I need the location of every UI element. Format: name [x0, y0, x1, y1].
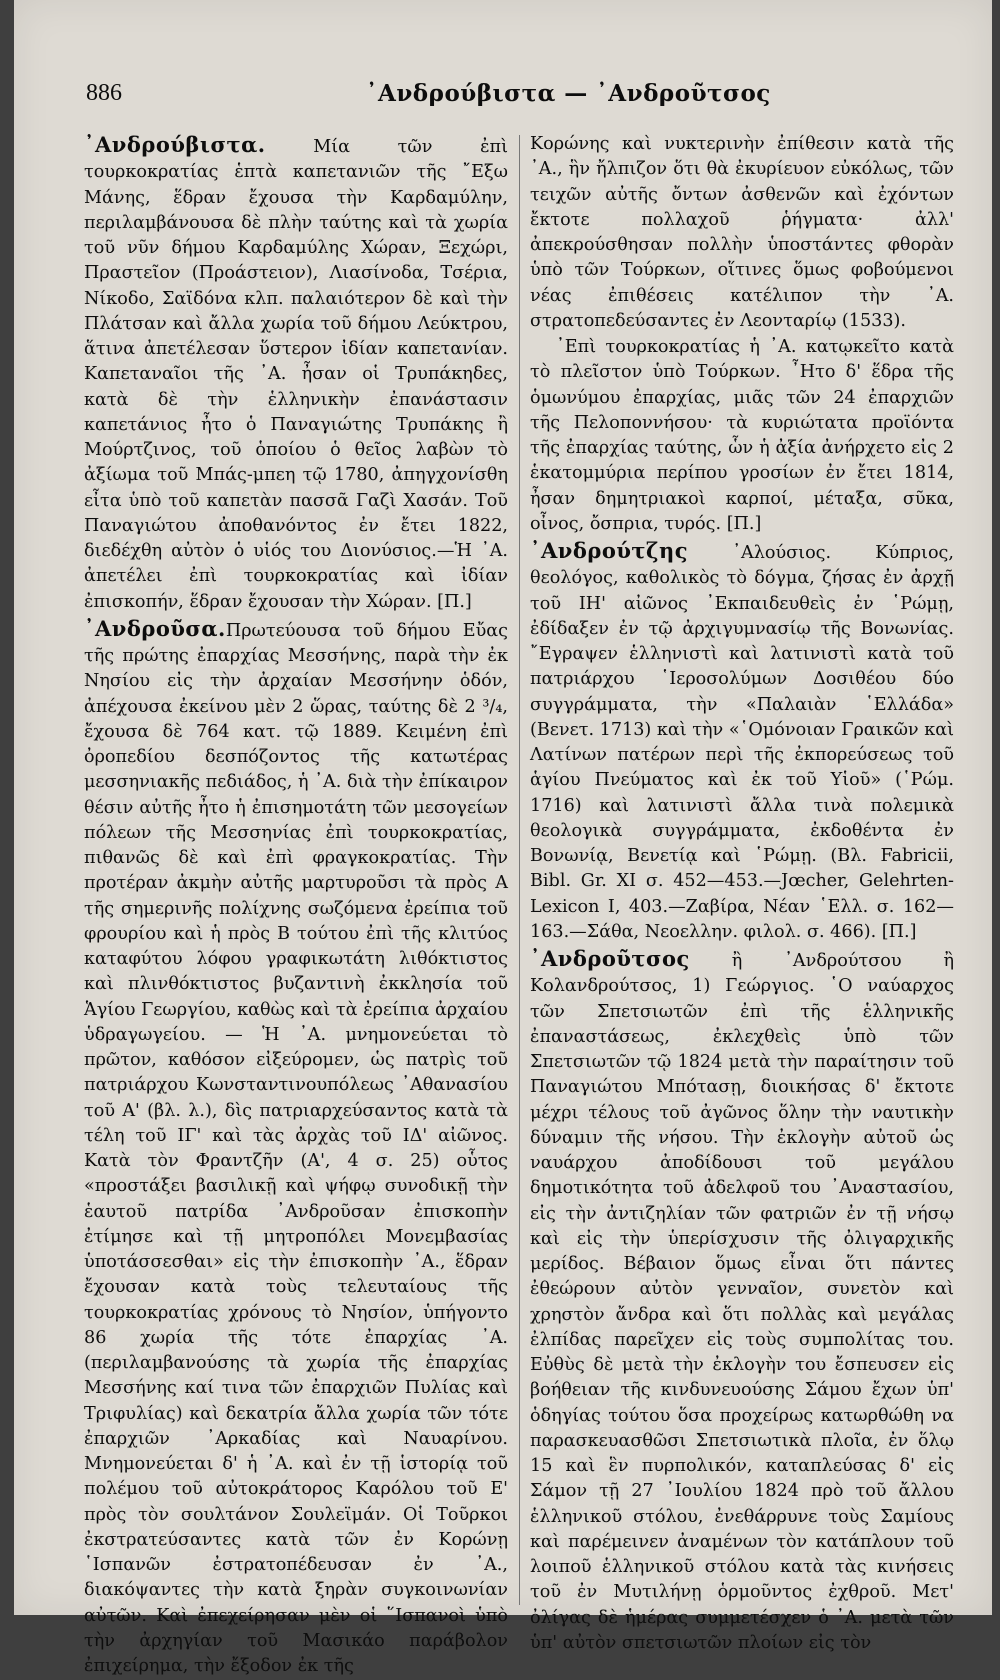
entry-headword: ᾿Ανδρούτζης — [530, 538, 689, 563]
entry-text: Κορώνης καὶ νυκτερινὴν ἐπίθεσιν κατὰ τῆς ᾿Α., ἣν ἤλπιζον ὅτι θὰ ἐκυρίευον εὐκόλως, τῶν τειχῶν αὐτῆς ὄντων ἀσθενῶν καὶ ἐχόντων ἔκτοτε πολλαχοῦ ῥήγματα· ἀλλ' ἀπεκρούσθησαν πολλὴν ὑποστάντες φθορὰν ὑπὸ τῶν Τούρκων, οἵτινες ὅμως φοβούμενοι νέας ἐπιθέσεις κατέλιπον τὴν ᾿Α. στρατοπεδεύσαντες ἐν Λεονταρίῳ (1533). — [530, 134, 954, 331]
right-column — [530, 132, 954, 1657]
entry-androusa — [84, 616, 508, 1680]
book-page — [14, 0, 992, 1676]
running-head — [86, 80, 962, 120]
entry-headword: ᾿Ανδροῦτσος — [530, 946, 690, 971]
entry-continuation — [530, 132, 954, 334]
column-divider — [519, 135, 520, 1605]
left-column — [84, 132, 508, 1680]
entry-text: ᾿Επὶ τουρκοκρατίας ἡ ᾿Α. κατῳκεῖτο κατὰ τὸ πλεῖστον ὑπὸ Τούρκων. ῏Ητο δ' ἕδρα τῆς ὁμωνύμου ἐπαρχίας, μιᾶς τῶν 24 ἐπαρχιῶν τῆς Πελοποννήσου· τὰ κυριώτατα προϊόντα τῆς ἐπαρχίας ταύτης, ὧν ἡ ἀξία ἀνήρχετο εἰς 2 ἑκατομμύρια περίπου γροσίων ἐν ἔτει 1814, ἦσαν δημητριακοὶ καρποί, μέταξα, σῦκα, οἶνος, ὄσπρια, τυρός. [Π.] — [530, 337, 954, 534]
running-title: ᾿Ανδρούβιστα — ᾿Ανδροῦτσος — [366, 80, 771, 107]
entry-text: ᾿Αλούσιος. Κύπριος, θεολόγος, καθολικὸς τὸ δόγμα, ζήσας ἐν ἀρχῇ τοῦ ΙΗ' αἰῶνος ᾿Εκπαιδευθεὶς ἐν ῾Ρώμῃ, ἐδίδαξεν ἐν τῷ ἀρχιγυμνασίῳ τῆς Βονωνίας. ῎Εγραψεν ἑλληνιστὶ καὶ λατινιστὶ κατὰ τοῦ πατριάρχου ῾Ιεροσολύμων Δοσιθέου δύο συγγράμματα, τὴν «Παλαιὰν ῾Ελλάδα» (Βενετ. 1713) καὶ τὴν «῾Ομόνοιαν Γραικῶν καὶ Λατίνων πατέρων περὶ τῆς ἐκπορεύσεως τοῦ ἁγίου Πνεύματος καὶ ἐκ τοῦ Υἱοῦ» (῾Ρώμ. 1716) καὶ λατινιστὶ ἄλλα τινὰ πολεμικὰ θεολογικὰ συγγράμματα, ἐκδοθέντα ἐν Βονωνίᾳ, Βενετίᾳ καὶ ῾Ρώμῃ. (Βλ. Fabricii, Bibl. Gr. XI σ. 452—453.—Jœcher, Gelehrten-Lexicon I, 403.—Ζαβίρα, Νέαν ῾Ελλ. σ. 162—163.—Σάθα, Νεοελλην. φιλολ. σ. 466). [Π.] — [530, 543, 954, 942]
entry-androutzis — [530, 538, 954, 945]
entry-text: ἢ ᾿Ανδρούτσου ἢ Κολανδρούτσος, 1) Γεώργιος. ῾Ο ναύαρχος τῶν Σπετσιωτῶν ἐπὶ τῆς ἑλληνικῆς ἐπαναστάσεως, ἐκλεχθεὶς ὑπὸ τῶν Σπετσιωτῶν τῷ 1824 μετὰ τὴν παραίτησιν τοῦ Παναγιώτου Μπότασῃ, διοικήσας δ' ἔκτοτε μέχρι τέλους τοῦ ἀγῶνος ὅλην τὴν ναυτικὴν δύναμιν τῆς νήσου. Τὴν ἐκλογὴν αὐτοῦ ὡς ναυάρχου ἀποδίδουσι τοῦ μεγάλου δημοτικότητα τοῦ ἀδελφοῦ του ᾿Αναστασίου, εἰς τὴν ἀντιζηλίαν τῶν φατριῶν ἐν τῇ νήσῳ καὶ εἰς τὴν ὑπερίσχυσιν τῆς ὀλιγαρχικῆς μερίδος. Βέβαιον ὅμως εἶναι ὅτι πάντες ἐθεώρουν αὐτὸν γενναῖον, συνετὸν καὶ χρηστὸν ἄνδρα καὶ ὅτι πολλὰς καὶ μεγάλας ἐλπίδας παρεῖχεν εἰς τοὺς συμπολίτας του. Εὐθὺς δὲ μετὰ τὴν ἐκλογὴν του ἔσπευσεν εἰς βοήθειαν τῆς κινδυνευούσης Σάμου ἔχων ὑπ' ὁδηγίας τούτου ὅσα προχείρως κατωρθώθη να παρασκευασθῶσι Σπετσιωτικὰ πλοῖα, ἐν ὅλῳ 15 καὶ ἓν πυρπολικόν, καταπλεύσας δ' εἰς Σάμον τῇ 27 ᾿Ιουλίου 1824 πρὸ τοῦ ἄλλου ἑλληνικοῦ στόλου, ἐνεθάρρυνε τοὺς Σαμίους καὶ παρέμεινεν ἀναμένων τὸν κατάπλουν τοῦ λοιποῦ ἑλληνικοῦ στόλου κατὰ τὰς κινήσεις τοῦ ἐν Μυτιλήνῃ ὁρμοῦντος ἐχθροῦ. Μετ' ὀλίγας δὲ ἡμέρας συμμετέσχεν ὁ ᾿Α. μετὰ τῶν ὑπ' αὐτὸν σπετσιωτῶν πλοίων εἰς τὸν — [530, 951, 954, 1653]
entry-headword: ᾿Ανδροῦσα. — [84, 615, 226, 641]
entry-paragraph — [530, 335, 954, 537]
entry-text: Μία τῶν ἐπὶ τουρκοκρατίας ἑπτὰ καπετανιῶν τῆς ῎Εξω Μάνης, ἕδραν ἔχουσα τὴν Καρδαμύλην, περιλαμβάνουσα δὲ πλὴν ταύτης καὶ τὰ χωρία τοῦ νῦν δήμου Καρδαμύλης Χώραν, Ξεχώρι, Πραστεῖον (Προάστειον), Λιασίνοδα, Τσέρια, Νίκοδο, Σαϊδόνα κλπ. παλαιότερον δὲ καὶ τὴν Πλάτσαν καὶ ἄλλα χωρία τοῦ δήμου Λεύκτρου, ἅτινα ἀπετέλεσαν ὕστερον ἰδίαν καπετανίαν. Καπεταναῖοι τῆς ᾿Α. ἦσαν οἱ Τρυπάκηδες, κατὰ δὲ τὴν ἑλληνικὴν ἐπανάστασιν καπετάνιος ἦτο ὁ Παναγιώτης Τρυπάκης ἢ Μούρτζινος, τοῦ ὁποίου ὁ θεῖος λαβὼν τὸ ἀξίωμα τοῦ Μπάς-μπεη τῷ 1780, ἀπηγχονίσθη εἶτα ὑπὸ τοῦ καπετὰν πασσᾶ Γαζὶ Χασάν. Τοῦ Παναγιώτου ἀποθανόντος ἐν ἔτει 1822, διεδέχθη αὐτὸν ὁ υἱός του Διονύσιος.—Ἡ ᾿Α. ἀπετέλει ἐπὶ τουρκοκρατίας καὶ ἰδίαν ἐπισκοπήν, ἕδραν ἔχουσαν τὴν Χώραν. [Π.] — [84, 137, 508, 612]
entry-androutsos — [530, 946, 954, 1656]
entry-androuvista — [84, 132, 508, 615]
entry-headword: ᾿Ανδρούβιστα. — [84, 132, 266, 157]
page-number: 886 — [86, 80, 122, 106]
entry-text: Πρωτεύουσα τοῦ δήμου Εὔας τῆς πρώτης ἐπαρχίας Μεσσήνης, παρὰ τὴν ἐκ Νησίου εἰς τὴν ἀρχαίαν Μεσσήνην ὁδόν, ἀπέχουσα ἐκείνου μὲν 2 ὥρας, ταύτης δὲ 2 ³/₄, ἔχουσα δὲ 764 κατ. τῷ 1889. Κειμένη ἐπὶ ὀροπεδίου δεσπόζοντος τῆς κατωτέρας μεσσηνιακῆς πεδιάδος, ἡ ᾿Α. διὰ τὴν ἐπίκαιρον θέσιν αὐτῆς ἦτο ἡ ἐπισημοτάτη τῶν μεσογείων πόλεων τῆς Μεσσηνίας ἐπὶ τουρκοκρατίας, πιθανῶς δὲ καὶ ἐπὶ φραγκοκρατίας. Τὴν προτέραν ἀκμὴν αὐτῆς μαρτυροῦσι τὰ πρὸς Α τῆς σημερινῆς πολίχνης σωζόμενα ἐρείπια τοῦ φρουρίου καὶ ἡ πρὸς Β τούτου ἐπὶ τῆς κλιτύος καταφύτου λόφου γραφικωτάτη λιθόκτιστος καὶ πλινθόκτιστος βυζαντινὴ ἐκκλησία τοῦ Ἁγίου Γεωργίου, καθὼς καὶ τὰ ἐρείπια ἀρχαίου ὑδραγωγείου. — Ἡ ᾿Α. μνημονεύεται τὸ πρῶτον, καθόσον εἰξεύρομεν, ὡς πατρὶς τοῦ πατριάρχου Κωνσταντινουπόλεως ᾿Αθανασίου τοῦ Α' (βλ. λ.), δὶς πατριαρχεύσαντος κατὰ τὰ τέλη τοῦ ΙΓ' καὶ τὰς ἀρχὰς τοῦ ΙΔ' αἰῶνος. Κατὰ τὸν Φραντζῆν (Α', 4 σ. 25) οὗτος «προστάξει βασιλικῇ καὶ ψήφῳ συνοδικῇ τὴν ἑαυτοῦ πατρίδα ᾿Ανδροῦσαν ἐπισκοπὴν ἐτίμησε καὶ τῇ μητροπόλει Μονεμβασίας ὑποτάσσεσθαι» εἰς τὴν ἐπισκοπὴν ᾿Α., ἕδραν ἔχουσαν κατὰ τοὺς τελευταίους τῆς τουρκοκρατίας χρόνους τὸ Νησίον, ὑπήγοντο 86 χωρία τῆς τότε ἐπαρχίας ᾿Α. (περιλαμβανούσης τὰ χωρία τῆς ἐπαρχίας Μεσσήνης καί τινα τῶν ἐπαρχιῶν Πυλίας καὶ Τριφυλίας) καὶ δεκατρία ἄλλα χωρία τῶν τότε ἐπαρχιῶν ᾿Αρκαδίας καὶ Ναυαρίνου. Μνημονεύεται δ' ἡ ᾿Α. καὶ ἐν τῇ ἱστορίᾳ τοῦ πολέμου τοῦ αὐτοκράτορος Καρόλου τοῦ Ε' πρὸς τὸν σουλτάνον Σουλεϊμάν. Οἱ Τοῦρκοι ἐκστρατεύσαντες κατὰ τῶν ἐν Κορώνῃ ῾Ισπανῶν ἐστρατοπέδευσαν ἐν ᾿Α., διακόψαντες τὴν κατὰ ξηρὰν συγκοινωνίαν αὐτῶν. Καὶ ἐπεχείρησαν μὲν οἱ ῞Ισπανοὶ ὑπὸ τὴν ἀρχηγίαν τοῦ Μασικάο παράβολον ἐπιχείρημα, τὴν ἔξοδον ἐκ τῆς — [84, 620, 508, 1676]
